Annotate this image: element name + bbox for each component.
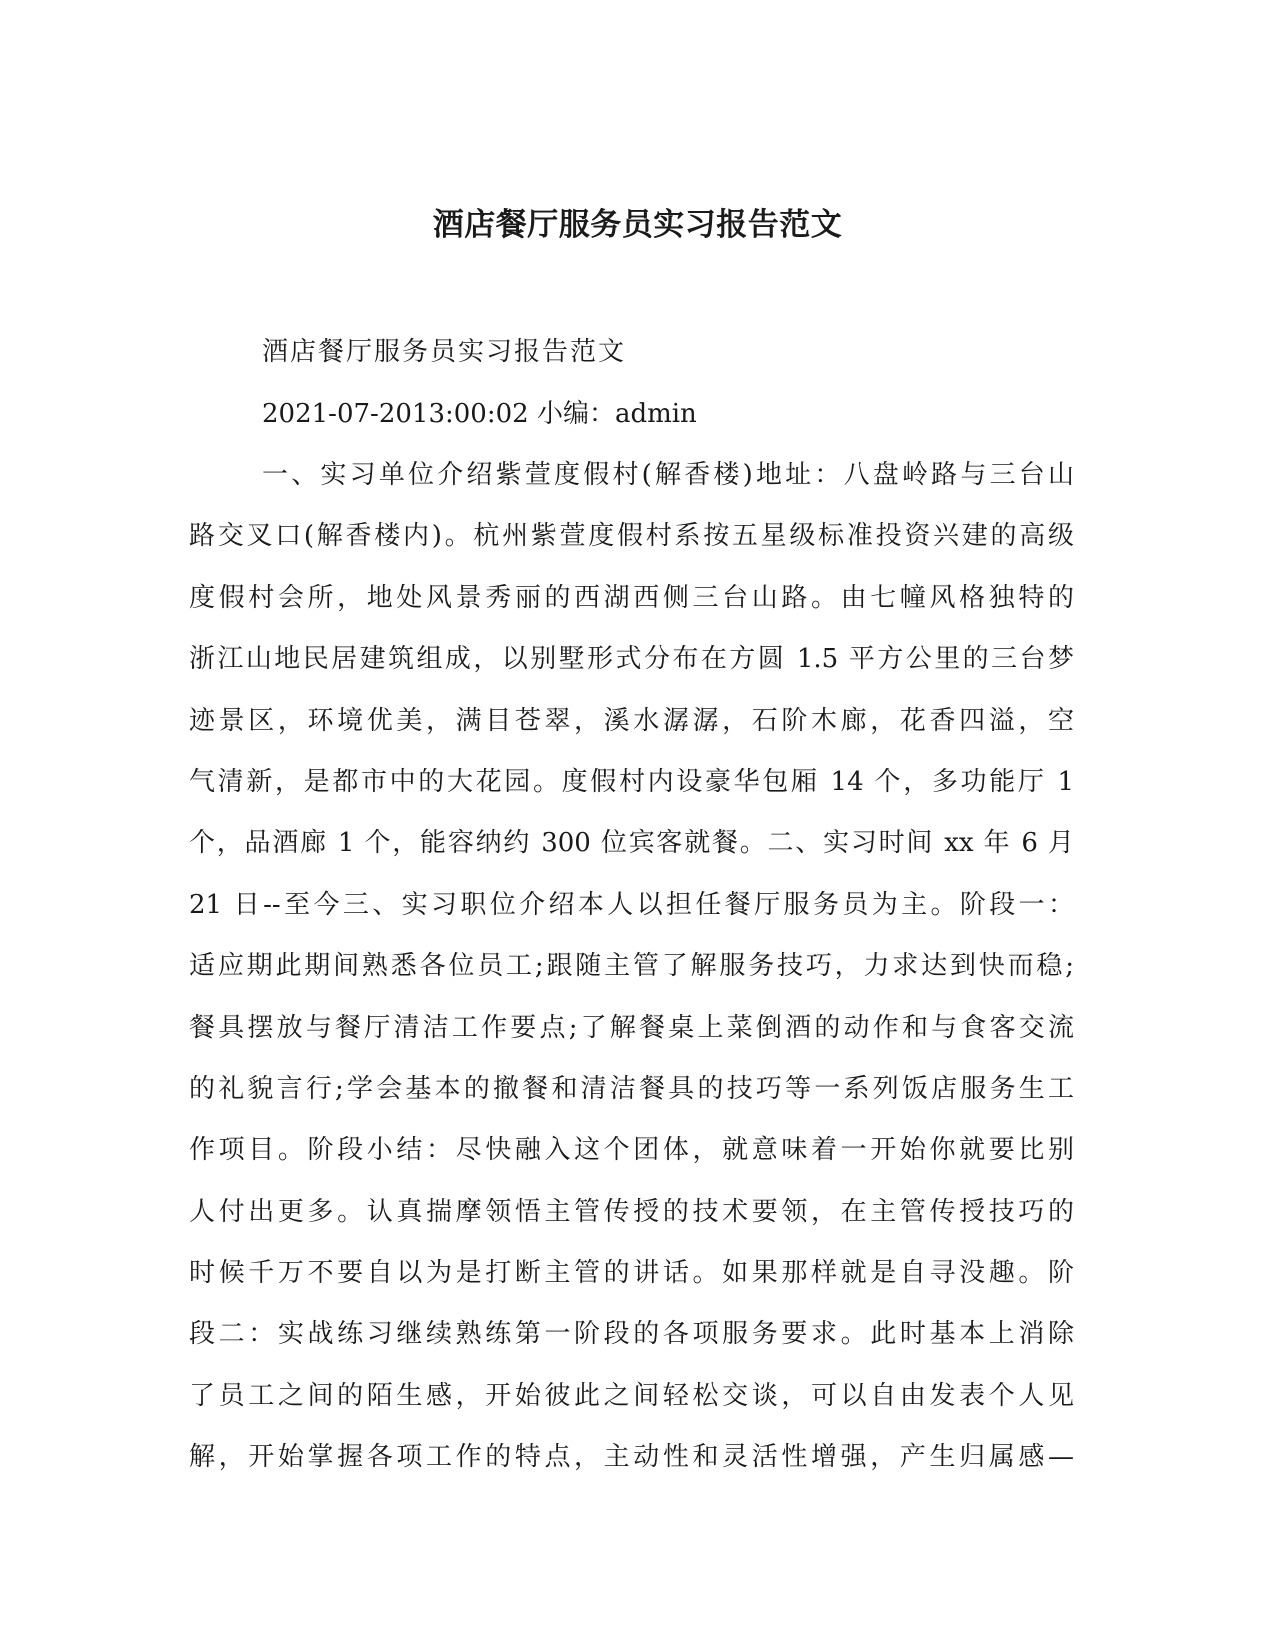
document-subtitle: 酒店餐厅服务员实习报告范文 [262,337,627,367]
body-line: 解，开始掌握各项工作的特点，主动性和灵活性增强，产生归属感— [189,1442,1074,1473]
body-line: 浙江山地民居建筑组成，以别墅形式分布在方圆 1.5 平方公里的三台梦 [189,644,1074,675]
body-line: 了员工之间的陌生感，开始彼此之间轻松交谈，可以自由发表个人见 [189,1380,1074,1411]
body-line: 21 日--至今三、实习职位介绍本人以担任餐厅服务员为主。阶段一： [189,889,1074,920]
body-line: 路交叉口(解香楼内)。杭州紫萱度假村系按五星级标准投资兴建的高级 [189,521,1074,552]
body-line: 气清新，是都市中的大花园。度假村内设豪华包厢 14 个，多功能厅 1 [189,766,1074,797]
body-text [189,457,1089,1501]
body-line: 适应期此期间熟悉各位员工;跟随主管了解服务技巧，力求达到快而稳; [189,951,1074,982]
body-line: 作项目。阶段小结：尽快融入这个团体，就意味着一开始你就要比别 [189,1135,1074,1166]
document-date-author: 2021-07-2013:00:02 小编：admin [262,399,697,429]
body-line: 人付出更多。认真揣摩领悟主管传授的技术要领，在主管传授技巧的 [189,1196,1074,1227]
document-title: 酒店餐厅服务员实习报告范文 [432,207,843,243]
body-line: 一、实习单位介绍紫萱度假村(解香楼)地址：八盘岭路与三台山 [262,460,1074,490]
body-line: 度假村会所，地处风景秀丽的西湖西侧三台山路。由七幢风格独特的 [189,582,1074,613]
body-line: 迹景区，环境优美，满目苍翠，溪水潺潺，石阶木廊，花香四溢，空 [189,705,1074,736]
body-line: 餐具摆放与餐厅清洁工作要点;了解餐桌上菜倒酒的动作和与食客交流 [189,1012,1074,1043]
body-line: 个，品酒廊 1 个，能容纳约 300 位宾客就餐。二、实习时间 xx 年 6 月 [189,828,1074,859]
body-line: 时候千万不要自以为是打断主管的讲话。如果那样就是自寻没趣。阶 [189,1258,1074,1289]
body-line: 的礼貌言行;学会基本的撤餐和清洁餐具的技巧等一系列饭店服务生工 [189,1073,1074,1104]
body-line: 段二：实战练习继续熟练第一阶段的各项服务要求。此时基本上消除 [189,1319,1074,1350]
